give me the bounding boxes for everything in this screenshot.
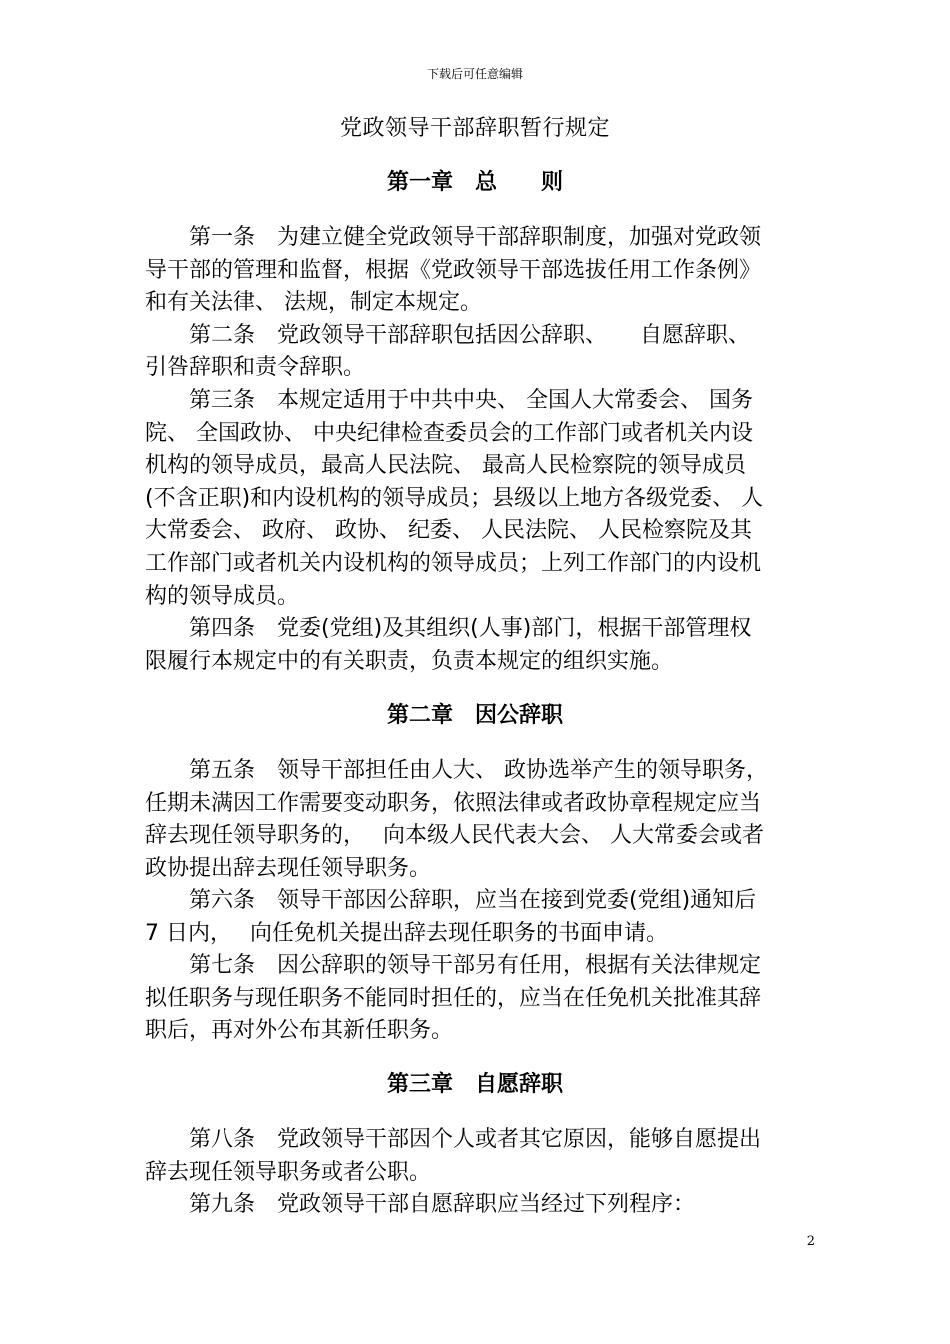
article-9	[145, 1189, 817, 1222]
text-line: 大常委会、 政府、 政协、 纪委、 人民法院、 人民检察院及其	[145, 518, 752, 544]
text-line: 机构的领导成员，最高人民法院、 最高人民检察院的领导成员	[145, 453, 746, 479]
text-line: 导干部的管理和监督，根据《党政领导干部选拔任用工作条例》	[145, 257, 762, 283]
chapter-heading-2	[0, 700, 950, 732]
text-line: 辞去现任领导职务或者公职。	[145, 1159, 432, 1185]
article-4	[145, 613, 817, 678]
text-line: 限履行本规定中的有关职责，负责本规定的组织实施。	[145, 648, 674, 674]
text-line: 第二条 党政领导干部辞职包括因公辞职、 自愿辞职、	[189, 322, 751, 348]
text-line: 职后，再对外公布其新任职务。	[145, 1018, 454, 1044]
text-line: (不含正职)和内设机构的领导成员；县级以上地方各级党委、 人	[145, 485, 764, 511]
document-title: 党政领导干部辞职暂行规定	[339, 116, 610, 141]
text-line: 政协提出辞去现任领导职务。	[145, 855, 432, 881]
text-line: 院、 全国政协、 中央纪律检查委员会的工作部门或者机关内设	[145, 420, 753, 446]
text-line: 工作部门或者机关内设机构的领导成员；上列工作部门的内设机	[145, 550, 762, 576]
chapter-heading-3	[0, 1069, 950, 1101]
text-line: 拟任职务与现任职务不能同时担任的，应当在任免机关批准其辞	[145, 985, 762, 1011]
chapter-number: 第三章	[386, 1072, 453, 1097]
article-8	[145, 1124, 817, 1189]
chapter-name-part: 则	[541, 170, 564, 195]
text-line: 和有关法律、 法规，制定本规定。	[145, 290, 482, 316]
text-line: 第四条 党委(党组)及其组织(人事)部门，根据干部管理权	[189, 616, 752, 641]
article-1	[145, 222, 817, 320]
article-5	[145, 755, 817, 885]
header-note: 下载后可任意编辑	[426, 67, 523, 81]
text-line: 第五条 领导干部担任由人大、 政协选举产生的领导职务，	[189, 758, 768, 783]
chapter-name: 自愿辞职	[475, 1072, 564, 1097]
chapter-number: 第一章	[386, 170, 453, 195]
chapter-number: 第二章	[386, 703, 453, 728]
article-7	[145, 950, 817, 1048]
text-line: 第六条 领导干部因公辞职，应当在接到党委(党组)通知后	[189, 888, 757, 913]
chapter-heading-1	[0, 167, 950, 199]
article-2	[145, 320, 817, 385]
text-line: 任期未满因工作需要变动职务，依照法律或者政协章程规定应当	[145, 790, 762, 816]
text-line: 第一条 为建立健全党政领导干部辞职制度，加强对党政领	[189, 225, 762, 250]
article-6	[145, 885, 817, 950]
chapter-name-part: 总	[474, 170, 497, 195]
text-line: 7 日内， 向任免机关提出辞去现任职务的书面申请。	[145, 920, 668, 946]
chapter-name: 因公辞职	[475, 703, 564, 728]
text-line: 第八条 党政领导干部因个人或者其它原因，能够自愿提出	[189, 1127, 762, 1152]
page-number: 2	[806, 1234, 815, 1249]
article-3	[145, 385, 817, 613]
text-line: 第九条 党政领导干部自愿辞职应当经过下列程序：	[189, 1192, 696, 1217]
text-line: 引咎辞职和责令辞职。	[145, 355, 366, 381]
text-line: 第七条 因公辞职的领导干部另有任用，根据有关法律规定	[189, 953, 762, 978]
text-line: 第三条 本规定适用于中共中央、 全国人大常委会、 国务	[189, 388, 753, 413]
text-line: 辞去现任领导职务的， 向本级人民代表大会、 人大常委会或者	[145, 823, 764, 849]
text-line: 构的领导成员。	[145, 583, 300, 609]
